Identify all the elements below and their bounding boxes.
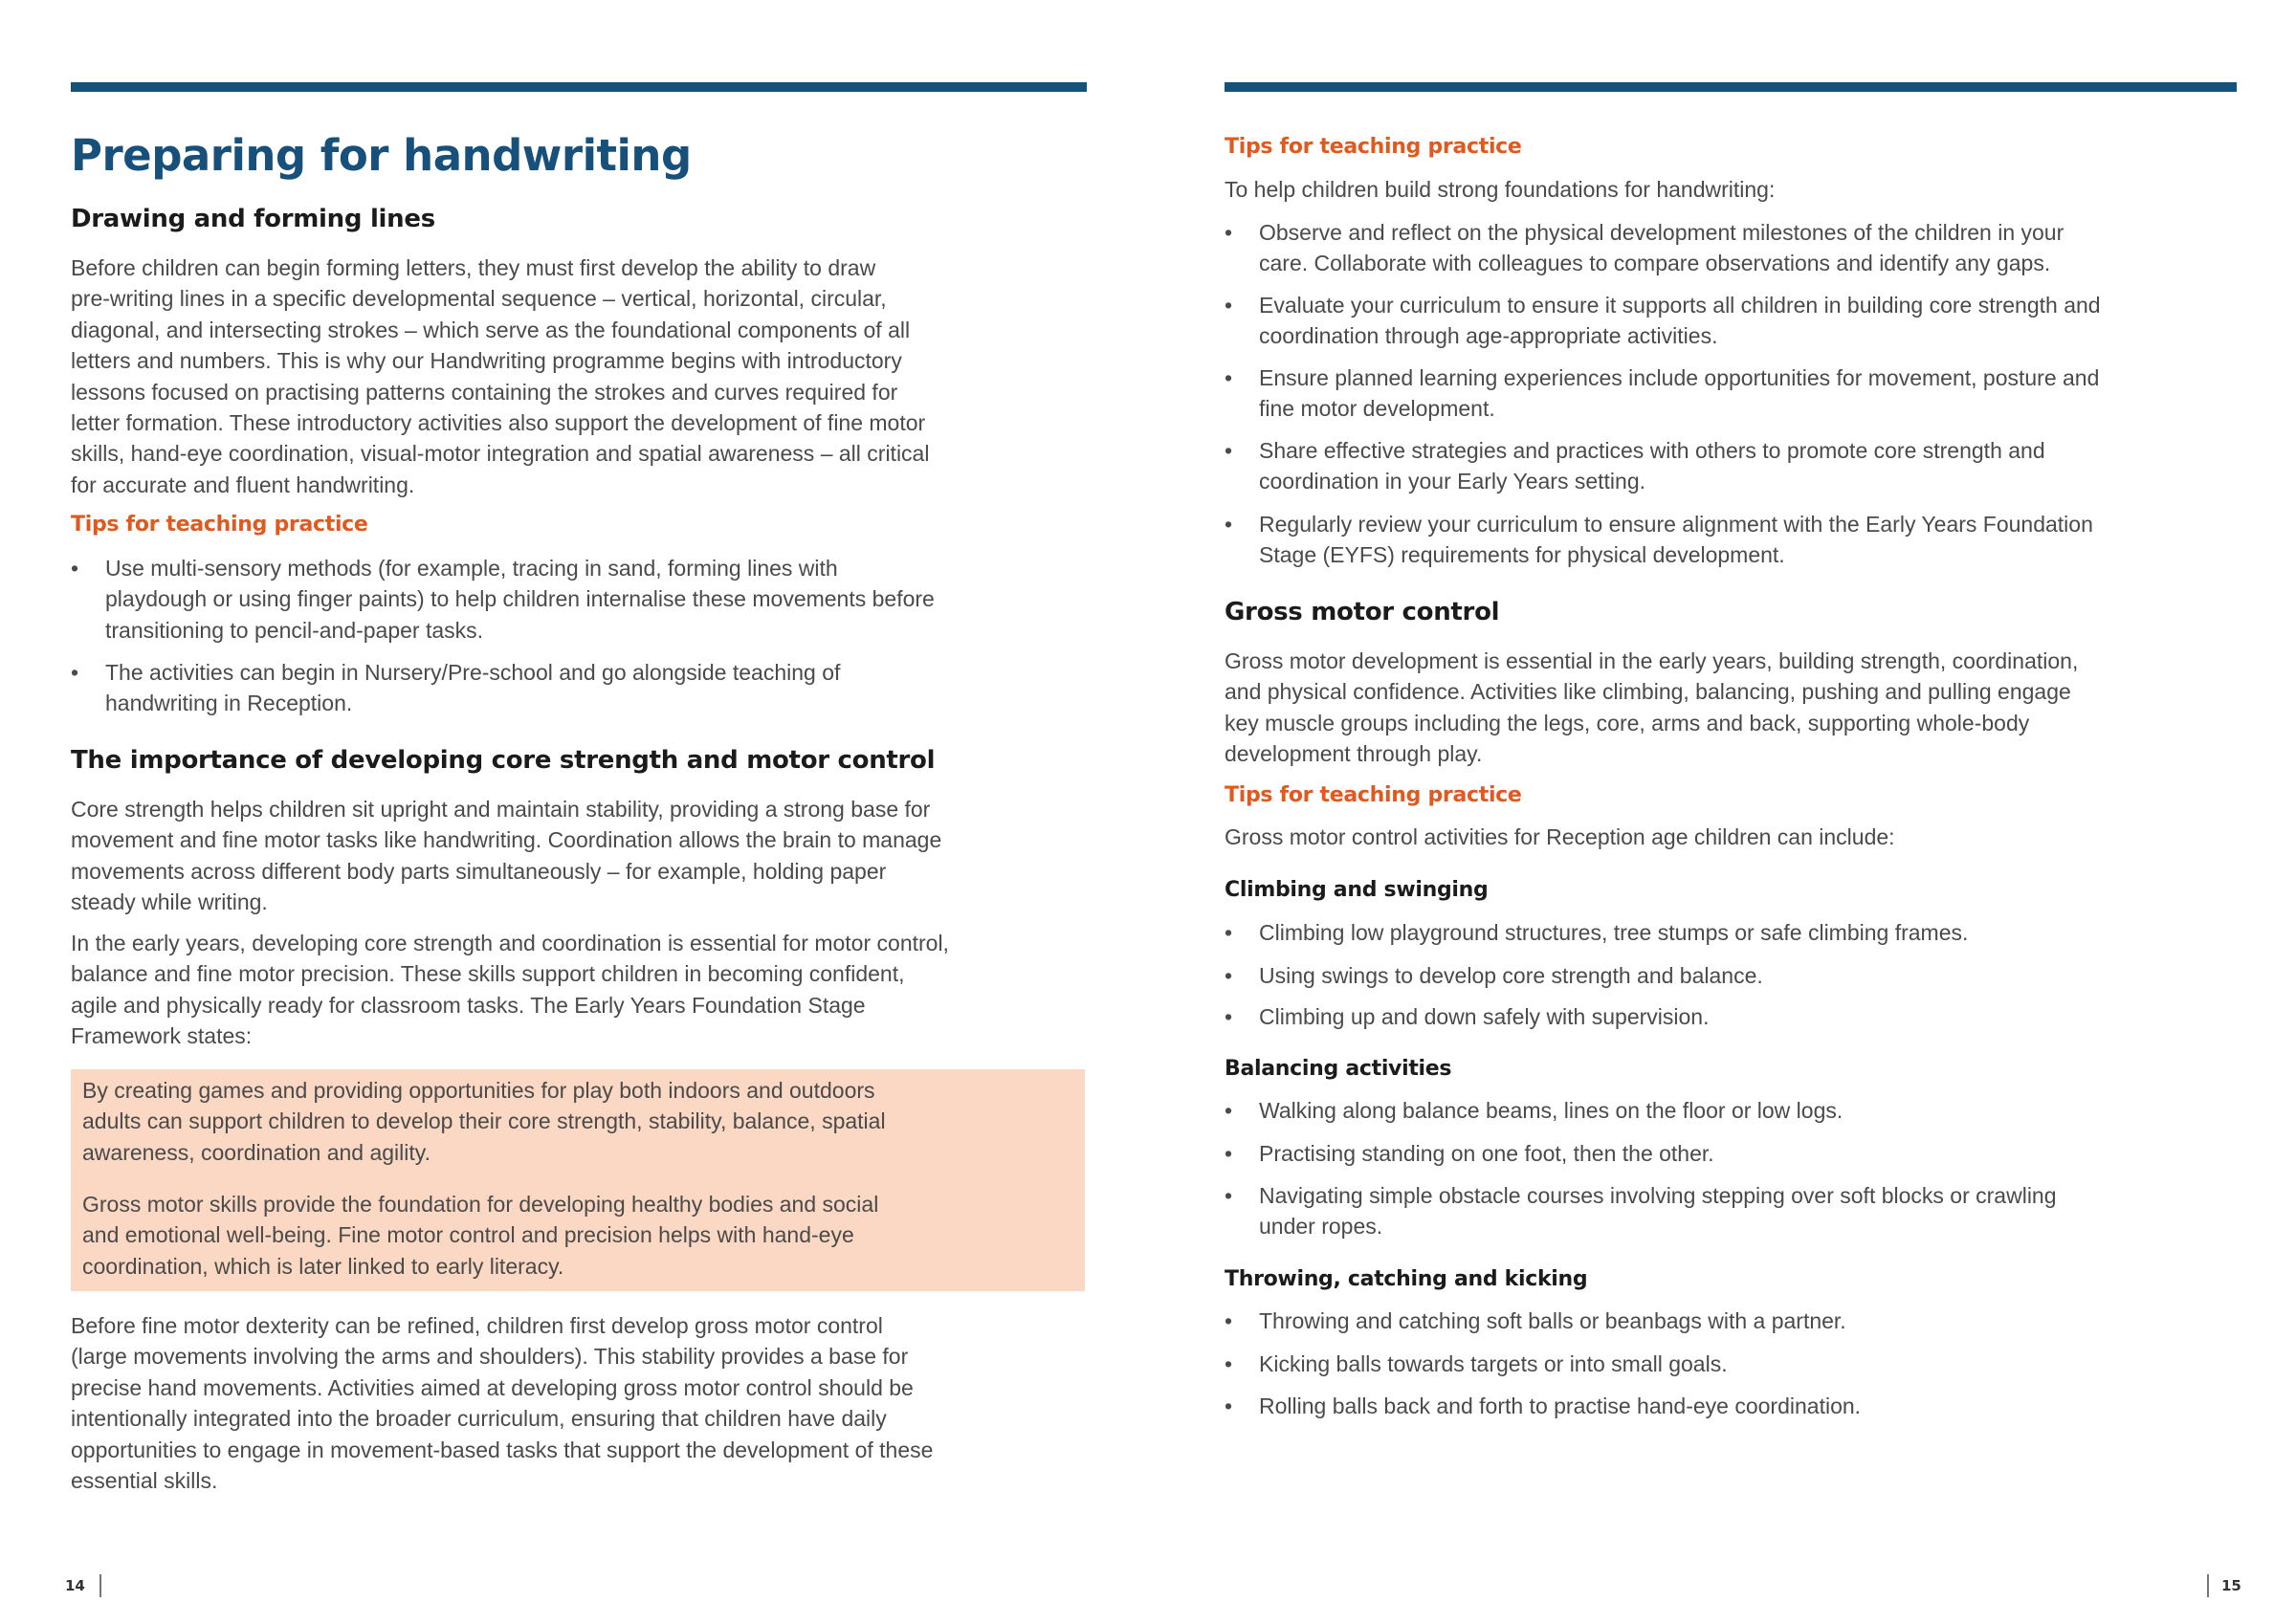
list-item <box>1225 509 2239 571</box>
list-item <box>1225 435 2239 497</box>
text-line: movements across different body parts simultaneously – for example, holding paper <box>71 858 887 884</box>
text-line: coordination through age-appropriate activities. <box>1259 323 1718 349</box>
text-line: under ropes. <box>1259 1214 1383 1240</box>
bullet-icon: • <box>1225 512 1233 537</box>
bullet-icon: • <box>1225 1183 1233 1208</box>
list-item <box>1225 217 2239 279</box>
gross-motor-intro: Gross motor control activities for Reception age children can include: <box>1225 824 1895 849</box>
list-item: • Practising standing on one foot, then the other. <box>1225 1138 2239 1169</box>
list-item: • Rolling balls back and forth to practise hand-eye coordination. <box>1225 1391 2239 1421</box>
text-line: and physical confidence. Activities like climbing, balancing, pushing and pulling engage <box>1225 679 2071 705</box>
right-page-header-bar <box>1225 82 2237 92</box>
text-line: skills, hand-eye coordination, visual-motor integration and spatial awareness – all critical <box>71 441 930 467</box>
bullet-icon: • <box>1225 438 1233 463</box>
bullet-icon: • <box>1225 1004 1233 1029</box>
text-line: Gross motor development is essential in the early years, building strength, coordination, <box>1225 648 2079 673</box>
list-item <box>1225 1180 2239 1242</box>
text-line: and emotional well-being. Fine motor control and precision helps with hand-eye <box>82 1222 854 1248</box>
text-line: for accurate and fluent handwriting. <box>71 472 415 497</box>
paragraph-core-strength <box>71 794 1089 918</box>
text-line: care. Collaborate with colleagues to compare observations and identify any gaps. <box>1259 251 2051 276</box>
text-line: coordination in your Early Years setting. <box>1259 469 1646 494</box>
bullet-icon: • <box>1225 220 1233 245</box>
quote-paragraph-1 <box>82 1075 1039 1168</box>
page-number-divider-left <box>99 1574 101 1597</box>
list-item <box>1225 362 2239 425</box>
page-number-left: 14 <box>65 1577 85 1594</box>
bullet-icon: • <box>1225 1141 1233 1166</box>
list-item: • Walking along balance beams, lines on the floor or low logs. <box>1225 1095 2239 1126</box>
text-line: Stage (EYFS) requirements for physical development. <box>1259 542 1785 568</box>
subheading-balancing: Balancing activities <box>1225 1057 1452 1081</box>
list-item <box>1225 290 2239 352</box>
text-line: In the early years, developing core strength and coordination is essential for motor control, <box>71 931 949 955</box>
bullet-icon: • <box>1225 963 1233 988</box>
list-item <box>71 553 1089 646</box>
text-line: awareness, coordination and agility. <box>82 1139 430 1165</box>
text-line: fine motor development. <box>1259 396 1495 422</box>
bullet-icon: • <box>1225 1308 1233 1333</box>
left-page-header-bar <box>71 82 1087 92</box>
text-line: (large movements involving the arms and shoulders). This stability provides a base for <box>71 1344 909 1370</box>
text-line: handwriting in Reception. <box>105 691 353 716</box>
page-number-divider-right <box>2207 1574 2209 1597</box>
bullet-icon: • <box>1225 365 1233 390</box>
text-line: Before fine motor dexterity can be refined, children first develop gross motor control <box>71 1313 883 1338</box>
paragraph-fine-motor-dexterity <box>71 1310 1089 1496</box>
text-line: Before children can begin forming letters, they must first develop the ability to draw <box>71 255 876 280</box>
text-line: The activities can begin in Nursery/Pre-school and go alongside teaching of <box>105 660 841 685</box>
text-line: transitioning to pencil-and-paper tasks. <box>105 617 484 643</box>
text-line: letters and numbers. This is why our Handwriting programme begins with introductory <box>71 348 902 374</box>
bullet-icon: • <box>1225 293 1233 318</box>
bullet-icon: • <box>1225 1351 1233 1376</box>
text-line: Ensure planned learning experiences include opportunities for movement, posture and <box>1259 365 2100 390</box>
page-number-right: 15 <box>2221 1577 2241 1594</box>
text-line: diagonal, and intersecting strokes – which serve as the foundational components of all <box>71 317 911 342</box>
tips-intro: To help children build strong foundations for handwriting: <box>1225 177 1776 202</box>
text-line: letter formation. These introductory activities also support the development of fine motor <box>71 410 926 436</box>
text-line: Use multi-sensory methods (for example, tracing in sand, forming lines with <box>105 556 838 581</box>
text-line: Core strength helps children sit upright and maintain stability, providing a strong base for <box>71 797 931 822</box>
text-line: Navigating simple obstacle courses involving stepping over soft blocks or crawling <box>1259 1183 2057 1208</box>
bullet-icon: • <box>1225 920 1233 945</box>
text-line: By creating games and providing opportunities for play both indoors and outdoors <box>82 1078 875 1103</box>
text-line: Gross motor skills provide the foundation for developing healthy bodies and social <box>82 1192 879 1217</box>
text-line: essential skills. <box>71 1468 218 1494</box>
text-line: key muscle groups including the legs, core, arms and back, supporting whole-body <box>1225 710 2030 735</box>
text-line: movement and fine motor tasks like handwriting. Coordination allows the brain to manage <box>71 827 942 853</box>
text-line: development through play. <box>1225 741 1483 767</box>
text-line: coordination, which is later linked to early literacy. <box>82 1253 564 1279</box>
text-line: playdough or using finger paints) to help children internalise these movements before <box>105 586 935 612</box>
paragraph-drawing-lines <box>71 252 1089 500</box>
paragraph-early-years <box>71 928 1089 1052</box>
eyfs-quote-box <box>71 1069 1085 1291</box>
tips-heading-right: Tips for teaching practice <box>1225 135 1522 159</box>
text-line: Regularly review your curriculum to ensure alignment with the Early Years Foundation <box>1259 512 2093 537</box>
text-line: steady while writing. <box>71 889 268 915</box>
text-line: Share effective strategies and practices with others to promote core strength and <box>1259 438 2045 463</box>
list-item: • Kicking balls towards targets or into small goals. <box>1225 1349 2239 1379</box>
text-line: intentionally integrated into the broader curriculum, ensuring that children have daily <box>71 1406 887 1432</box>
list-item: • Climbing low playground structures, tree stumps or safe climbing frames. <box>1225 917 2239 948</box>
text-line: agile and physically ready for classroom tasks. The Early Years Foundation Stage <box>71 992 866 1018</box>
bullet-icon: • <box>1225 1394 1233 1418</box>
text-line: balance and fine motor precision. These skills support children in becoming confident, <box>71 961 905 987</box>
list-item: • Using swings to develop core strength and balance. <box>1225 960 2239 991</box>
page-title: Preparing for handwriting <box>71 130 692 181</box>
list-item: • Throwing and catching soft balls or beanbags with a partner. <box>1225 1306 2239 1336</box>
text-line: lessons focused on practising patterns containing the strokes and curves required for <box>71 379 898 405</box>
section-heading-gross-motor: Gross motor control <box>1225 598 1500 626</box>
bullet-icon: • <box>71 660 79 685</box>
subheading-climbing-swinging: Climbing and swinging <box>1225 878 1489 902</box>
text-line: opportunities to engage in movement-based tasks that support the development of these <box>71 1437 934 1462</box>
text-line: Framework states: <box>71 1023 253 1049</box>
tips-heading-left: Tips for teaching practice <box>71 513 368 537</box>
text-line: precise hand movements. Activities aimed at developing gross motor control should be <box>71 1374 914 1400</box>
list-item: • Climbing up and down safely with supervision. <box>1225 1001 2239 1032</box>
text-line: Evaluate your curriculum to ensure it supports all children in building core strength and <box>1259 293 2101 318</box>
text-line: adults can support children to develop their core strength, stability, balance, spatial <box>82 1108 886 1134</box>
tips-heading-gross-motor: Tips for teaching practice <box>1225 783 1522 807</box>
text-line: pre-writing lines in a specific developmental sequence – vertical, horizontal, circular, <box>71 286 887 312</box>
text-line: Observe and reflect on the physical development milestones of the children in your <box>1259 220 2064 245</box>
list-item <box>71 657 1089 719</box>
bullet-icon: • <box>1225 1098 1233 1123</box>
paragraph-gross-motor <box>1225 646 2239 770</box>
section-heading-drawing-lines: Drawing and forming lines <box>71 205 435 233</box>
quote-paragraph-2 <box>82 1189 1039 1282</box>
section-heading-core-strength: The importance of developing core strength and motor control <box>71 746 936 775</box>
subheading-throwing: Throwing, catching and kicking <box>1225 1267 1588 1291</box>
bullet-icon: • <box>71 556 79 581</box>
